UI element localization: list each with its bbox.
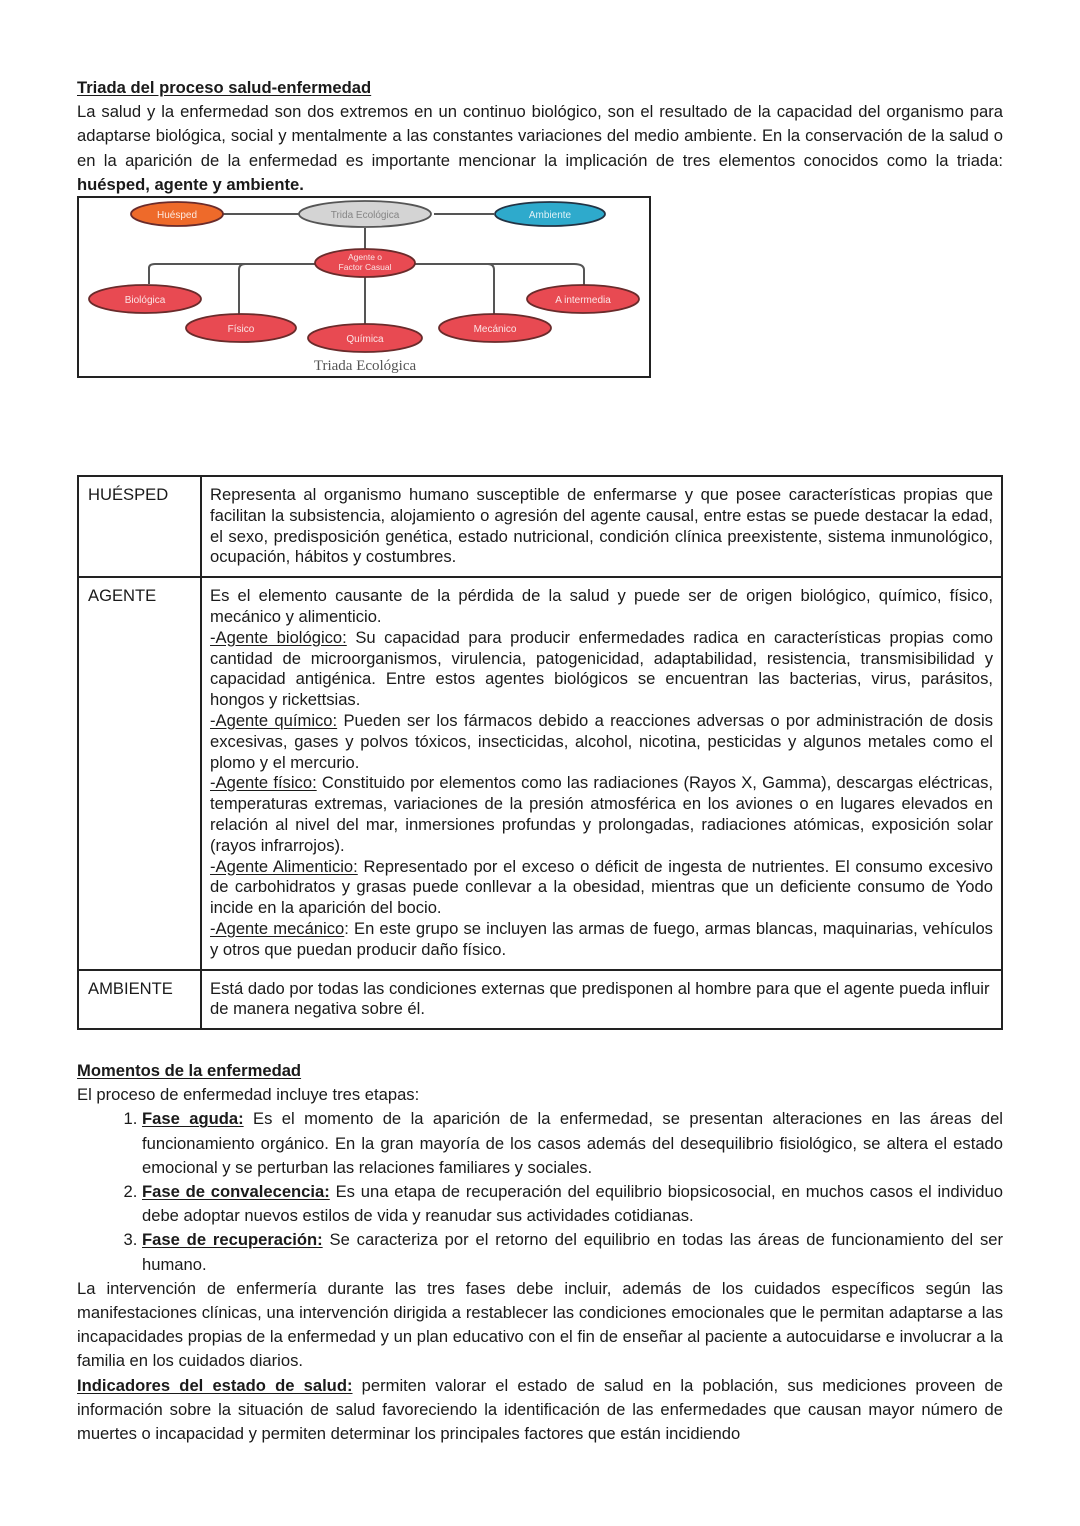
triada-ecologica-diagram [77,196,651,378]
subtype-name: -Agente químico: [210,710,338,730]
subtype-name: -Agente biológico: [210,627,347,647]
intro-paragraph [77,100,1003,197]
row-text: Está dado por todas las condiciones externas que predisponen al hombre para que el agente pueda influir de manera negativa sobre él. [201,970,1002,1030]
indicators-paragraph: Indicadores del estado de salud: permiten valorar el estado de salud en la población, sus mediciones proveen de información sobre la situación de salud favoreciendo la identificación de las enfermedades que causan mayor número de muertes o incapacidad y permiten determinar los principales factores que están incidiendo [77,1375,1003,1444]
svg-text:Factor Casual: Factor Casual [338,262,392,272]
intro-text: La salud y la enfermedad son dos extremos en un continuo biológico, son el resultado de la capacidad del organismo para adaptarse biológica, social y mentalmente a las constantes variaciones del medio ambiente. En la conservación de la salud o en la aparición de la enfermedad es importante mencionar la implicación de tres elementos conocidos como la triada: [77,102,1003,170]
triada-table [77,475,1003,1030]
section-title: Triada del proceso salud-enfermedad [77,78,372,97]
subtype-name: -Agente mecánico [210,918,345,938]
svg-text:Química: Química [346,334,384,345]
svg-text:A intermedia: A intermedia [555,295,611,306]
table-row-huesped [78,476,1002,577]
subtype-name: -Agente físico: [210,773,317,793]
row-label: AGENTE [78,577,201,969]
phases-list [77,1107,1003,1276]
agente-intro: Es el elemento causante de la pérdida de la salud y puede ser de origen biológico, químico, físico, mecánico y alimenticio. [210,586,993,626]
row-text [201,577,1002,969]
indicators-title: Indicadores del estado de salud: [77,1375,353,1395]
table-row-ambiente [78,970,1002,1030]
subtype-name: -Agente Alimenticio: [210,856,358,876]
nursing-paragraph: La intervención de enfermería durante las tres fases debe incluir, además de los cuidados específicos según las manifestaciones clínicas, una intervención dirigida a restablecer las condiciones emocionales que le permitan adaptarse a las incapacidades propias de la enfermedad y un plan educativo con el fin de enseñar al paciente a autocuidarse e involucrar a la familia en los cuidados diarios. [77,1278,1003,1371]
section-momentos [77,1059,1003,1446]
svg-text:Agente o: Agente o [347,252,383,262]
svg-text:Mecánico: Mecánico [473,324,517,335]
svg-text:Físico: Físico [227,324,255,335]
row-text: Representa al organismo humano susceptible de enfermarse y que posee características propias que facilitan la subsistencia, alojamiento o agresión del agente causal, entre estas se puede destacar la edad, el sexo, predisposición genética, estado nutricional, condición clínica preexistente, sistema inmunológico, ocupación, hábitos y costumbres. [201,476,1002,577]
intro-bold-text: huésped, agente y ambiente. [77,174,304,194]
list-item: 2. Fase de convalecencia: Es una etapa de recuperación del equilibrio biopsicosocial, en muchos casos el individuo debe adoptar nuevos estilos de vida y reanudar sus actividades cotidianas. [142,1180,1003,1228]
agente-biologico: -Agente biológico: Su capacidad para producir enfermedades radica en características propias como cantidad de microorganismos, virulencia, patogenicidad, adaptabilidad, resistencia, transmisibilidad y capacidad antigénica. Entre estos agentes biológicos se encuentran las bacterias, virus, parásitos, hongos y rickettsias. [210,627,994,710]
list-item: 3. Fase de recuperación: Se caracteriza por el retorno del equilibrio en todas las áreas de funcionamiento del ser humano. [142,1228,1003,1276]
section-triada [77,76,1003,197]
row-label: AMBIENTE [78,970,201,1030]
section-title: Momentos de la enfermedad [77,1061,302,1080]
agente-fisico: -Agente físico: Constituido por elementos como las radiaciones (Rayos X, Gamma), descargas eléctricas, temperaturas extremas, variaciones de la presión atmosférica en los aviones o en lugares elevados en relación al nivel del mar, inmersiones profundas y prolongadas, radiaciones atómicas, exposición solar (rayos infrarrojos). [210,773,993,855]
row-label: HUÉSPED [78,476,201,577]
agente-alimenticio: -Agente Alimenticio: Representado por el exceso o déficit de ingesta de nutrientes. El consumo excesivo de carbohidratos y grasas puede conllevar a la obesidad, mientras que un deficiente consumo de Yodo incide en la aparición del bocio. [210,856,993,918]
section-intro: El proceso de enfermedad incluye tres etapas: [77,1085,420,1105]
figure-caption: Triada Ecológica [313,358,417,374]
agente-mecanico: -Agente mecánico: En este grupo se incluyen las armas de fuego, armas blancas, maquinarias, vehículos y otros que puedan producir daño físico. [210,918,993,959]
svg-text:Huésped: Huésped [156,210,198,221]
agente-quimico: -Agente químico: Pueden ser los fármacos debido a reacciones adversas o por administración de dosis excesivas, gases y polvos tóxicos, insecticidas, alcohol, nicotina, pesticidas y algunos metales como el plomo y el mercurio. [210,710,993,772]
list-item: 1. Fase aguda: Es el momento de la aparición de la enfermedad, se presentan alteraciones en las áreas del funcionamiento orgánico. En la gran mayoría de los casos además del desequilibrio fisiológico, se altera el estado emocional y se perturban las relaciones familiares y sociales. [142,1107,1003,1180]
svg-text:Trida Ecológica: Trida Ecológica [330,210,400,221]
table-row-agente [78,577,1002,969]
svg-text:Biológica: Biológica [124,295,166,306]
svg-text:Ambiente: Ambiente [528,210,572,221]
